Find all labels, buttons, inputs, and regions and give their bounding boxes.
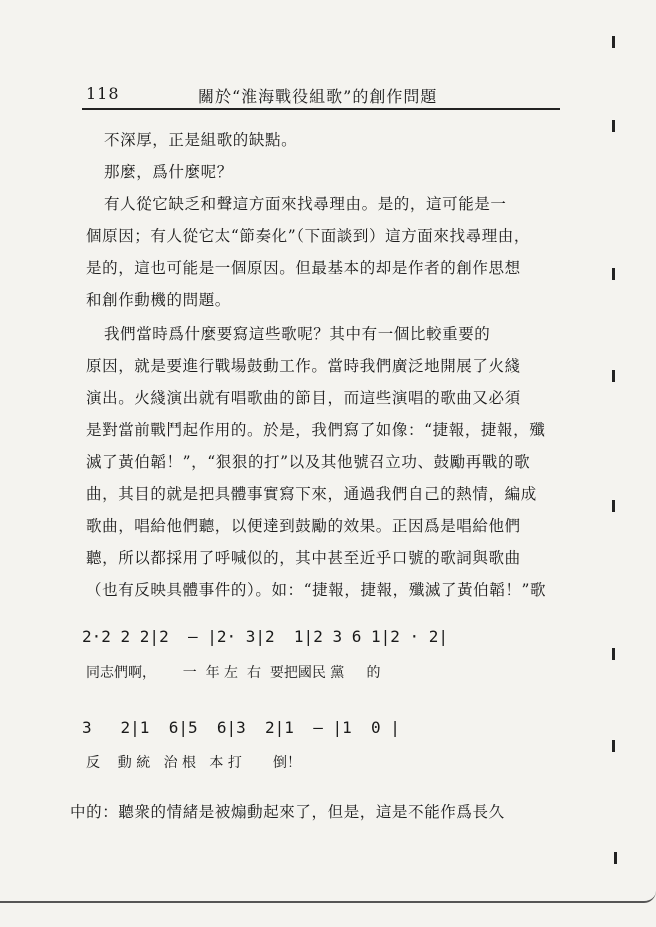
- score-lyrics-line-1: 同志們啊， 一 年 左 右 要把國民 黨 的: [86, 665, 381, 681]
- scan-mark: [612, 370, 615, 382]
- text-line: 演出。火綫演出就有唱歌曲的節目，而這些演唱的歌曲又必須: [86, 389, 521, 407]
- score-notes-line-1: 2·2 2 2|2 — |2· 3|2 1|2 3 6 1|2 · 2|: [82, 627, 449, 646]
- text-line: 曲，其目的就是把具體事實寫下來，通過我們自己的熱情，編成: [86, 485, 537, 503]
- text-line: 聽，所以都採用了呼喊似的，其中甚至近乎口號的歌詞與歌曲: [86, 549, 521, 567]
- text-line: 是的，這也可能是一個原因。但最基本的却是作者的創作思想: [86, 259, 521, 277]
- scan-mark: [612, 268, 615, 280]
- text-line: 那麼，爲什麼呢？: [104, 163, 233, 181]
- text-line: 個原因；有人從它太“節奏化”（下面談到）這方面來找尋理由，: [86, 227, 530, 245]
- text-line: 我們當時爲什麼要寫這些歌呢？其中有一個比較重要的: [104, 325, 491, 343]
- page-header: [86, 82, 556, 108]
- text-line: 和創作動機的問題。: [86, 291, 231, 309]
- text-line: 是對當前戰鬥起作用的。於是，我們寫了如像：“捷報，捷報，殲: [86, 421, 546, 439]
- header-rule: [82, 108, 560, 110]
- scan-mark: [612, 120, 615, 132]
- text-line: 滅了黃伯韜！”，“狠狠的打”以及其他號召立功、鼓勵再戰的歌: [86, 453, 531, 471]
- text-line: 歌曲，唱給他們聽，以便達到鼓勵的效果。正因爲是唱給他們: [86, 517, 521, 535]
- text-line: 有人從它缺乏和聲這方面來找尋理由。是的，這可能是一: [104, 195, 507, 213]
- text-line: 原因，就是要進行戰場鼓動工作。當時我們廣泛地開展了火綫: [86, 357, 521, 375]
- score-notes-line-2: 3 2|1 6|5 6|3 2|1 — |1 0 |: [82, 718, 400, 737]
- score-lyrics-line-2: 反 動 統 治 根 本 打 倒！: [86, 755, 302, 771]
- closing-text-line: 中的：聽衆的情緒是被煽動起來了，但是，這是不能作爲長久: [70, 803, 505, 821]
- running-title: 關於“淮海戰役組歌”的創作問題: [198, 87, 438, 106]
- scan-mark: [614, 852, 617, 864]
- scan-mark: [612, 648, 615, 660]
- page-edge: [0, 891, 656, 903]
- text-line: （也有反映具體事件的）。如：“捷報，捷報，殲滅了黃伯韜！”歌: [86, 581, 547, 599]
- scan-mark: [612, 36, 615, 48]
- page-number: 118: [86, 84, 120, 103]
- scan-mark: [612, 740, 615, 752]
- scan-mark: [612, 500, 615, 512]
- text-line: 不深厚，正是組歌的缺點。: [104, 131, 298, 149]
